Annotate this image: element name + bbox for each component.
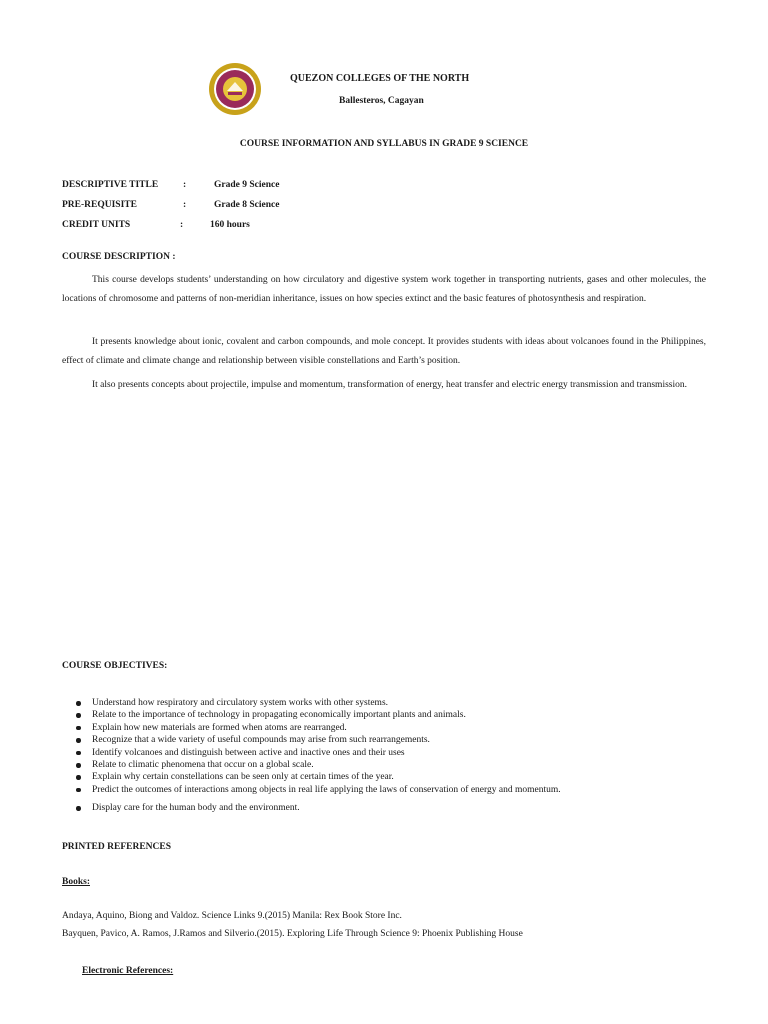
info-label: CREDIT UNITS bbox=[62, 220, 131, 230]
book-reference: Andaya, Aquino, Biong and Valdoz. Science Links 9.(2015) Manila: Rex Book Store Inc. bbox=[62, 911, 402, 921]
description-paragraph: It also presents concepts about projectile, impulse and momentum, transformation of energy, heat transfer and electric energy transmission and transmission. bbox=[92, 380, 687, 390]
objective-item: Predict the outcomes of interactions among objects in real life applying the laws of conservation of energy and momentum. bbox=[62, 784, 712, 796]
objective-item: Display care for the human body and the environment. bbox=[62, 802, 712, 814]
school-seal-icon bbox=[208, 62, 262, 116]
objective-item: Identify volcanoes and distinguish between active and inactive ones and their uses bbox=[62, 747, 712, 759]
description-paragraph: It presents knowledge about ionic, covalent and carbon compounds, and mole concept. It provides students with ideas about volcanoes found in the Philippines, effect of climate and climate change and relationship between visible constellations and Earth’s position. bbox=[62, 337, 706, 366]
document-title: COURSE INFORMATION AND SYLLABUS IN GRADE 9 SCIENCE bbox=[239, 139, 529, 149]
description-paragraph: This course develops students’ understanding on how circulatory and digestive system work together in transporting nutrients, gases and other molecules, the locations of chromosome and patterns of non-meridian inheritance, issues on how species extinct and the basic features of photosynthesis and respiration. bbox=[62, 275, 706, 304]
book-reference: Bayquen, Pavico, A. Ramos, J.Ramos and Silverio.(2015). Exploring Life Through Science 9: Phoenix Publishing House bbox=[62, 929, 523, 939]
objective-item: Explain why certain constellations can be seen only at certain times of the year. bbox=[62, 771, 712, 783]
electronic-references-heading: Electronic References: bbox=[82, 966, 174, 976]
printed-references-heading: PRINTED REFERENCES bbox=[62, 842, 172, 852]
info-value: Grade 8 Science bbox=[214, 200, 280, 210]
school-address: Ballesteros, Cagayan bbox=[339, 96, 424, 106]
info-separator: : bbox=[180, 220, 184, 230]
objective-item: Understand how respiratory and circulatory system works with other systems. bbox=[62, 697, 712, 709]
info-separator: : bbox=[183, 180, 187, 190]
info-value: 160 hours bbox=[210, 220, 250, 230]
info-label: PRE-REQUISITE bbox=[62, 200, 137, 210]
school-name: QUEZON COLLEGES OF THE NORTH bbox=[290, 73, 470, 84]
course-objectives-heading: COURSE OBJECTIVES: bbox=[62, 661, 168, 671]
objectives-list bbox=[62, 697, 712, 815]
books-heading: Books: bbox=[62, 877, 90, 887]
info-label: DESCRIPTIVE TITLE bbox=[62, 180, 159, 190]
info-value: Grade 9 Science bbox=[214, 180, 280, 190]
objective-item: Explain how new materials are formed when atoms are rearranged. bbox=[62, 722, 712, 734]
objective-item: Relate to the importance of technology in propagating economically important plants and animals. bbox=[62, 709, 712, 721]
objective-item: Recognize that a wide variety of useful compounds may arise from such rearrangements. bbox=[62, 734, 712, 746]
info-separator: : bbox=[183, 200, 187, 210]
objective-item: Relate to climatic phenomena that occur on a global scale. bbox=[62, 759, 712, 771]
course-description-heading: COURSE DESCRIPTION : bbox=[62, 252, 176, 262]
